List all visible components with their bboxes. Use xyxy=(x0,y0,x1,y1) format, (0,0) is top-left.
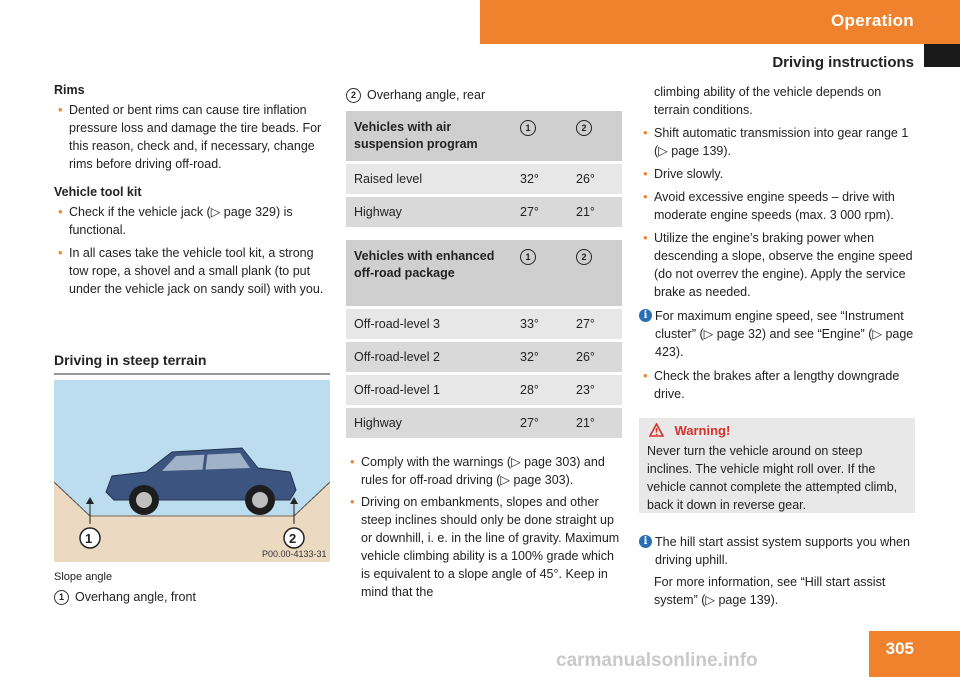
column-2-marker: 2 xyxy=(576,120,592,136)
angle-rear: 27° xyxy=(568,308,622,341)
toolkit-heading: Vehicle tool kit xyxy=(54,185,142,199)
angle-rear: 26° xyxy=(568,163,622,196)
bullet-drive-slowly: • Drive slowly. xyxy=(639,165,915,183)
watermark: carmanualsonline.info xyxy=(556,650,758,671)
illus-label-1: 1 xyxy=(85,531,93,546)
rims-section xyxy=(54,83,330,298)
steep-terrain-bullets xyxy=(346,453,626,601)
legend-item-2 xyxy=(346,86,485,104)
row-label: Highway xyxy=(346,196,512,228)
table-header-label: Vehicles with air suspension program xyxy=(346,111,512,163)
figure-caption: Slope angle xyxy=(54,571,113,583)
slope-angle-illustration xyxy=(54,380,330,562)
column-1-marker: 1 xyxy=(520,120,536,136)
row-label: Off-road-level 1 xyxy=(346,374,512,407)
info-more: For more information, see “Hill start assist system” (▷ page 139). xyxy=(654,575,886,607)
warning-title: Warning! xyxy=(674,423,731,438)
off-road-package-table xyxy=(346,240,622,438)
bullet-check-brakes: • Check the brakes after a lengthy downgrade drive. xyxy=(639,367,915,403)
angle-front: 27° xyxy=(512,407,568,439)
warning-text: Never turn the vehicle around on steep inclines. The vehicle might roll over. If the vehicle cannot complete the attempted climb, back it down in reverse gear. xyxy=(647,444,898,512)
illus-label-2: 2 xyxy=(289,531,297,546)
row-label: Raised level xyxy=(346,163,512,196)
angle-front: 32° xyxy=(512,163,568,196)
info-note-hill-start xyxy=(639,533,915,569)
toolkit-bullet-1: • Check if the vehicle jack (▷ page 329) is functional. xyxy=(54,203,330,239)
table-row xyxy=(346,374,622,407)
column-3-text xyxy=(639,83,915,403)
table-row xyxy=(346,196,622,228)
table-row xyxy=(346,163,622,196)
table-row xyxy=(346,341,622,374)
info-icon: i xyxy=(639,309,652,322)
table-header-label: Vehicles with enhanced off-road package xyxy=(346,240,512,308)
angle-rear: 21° xyxy=(568,407,622,439)
column-1-marker: 1 xyxy=(520,249,536,265)
angle-rear: 21° xyxy=(568,196,622,228)
bullet-engine-speed: • Avoid excessive engine speeds – drive with moderate engine speeds (max. 3 000 rpm). xyxy=(639,188,915,224)
legend-item-1 xyxy=(54,588,196,606)
bullet-gear: • Shift automatic transmission into gear range 1 (▷ page 139). xyxy=(639,124,915,160)
table-header-row xyxy=(346,240,622,308)
warning-triangle-icon xyxy=(649,423,664,437)
air-suspension-table xyxy=(346,111,622,227)
info-note-engine-speed xyxy=(639,307,915,361)
warning-box xyxy=(639,418,915,513)
continued-text: climbing ability of the vehicle depends on terrain conditions. xyxy=(654,85,882,117)
legend-number-1: 1 xyxy=(54,590,69,605)
table-row xyxy=(346,407,622,439)
angle-front: 33° xyxy=(512,308,568,341)
row-label: Off-road-level 3 xyxy=(346,308,512,341)
row-label: Off-road-level 2 xyxy=(346,341,512,374)
hill-start-note xyxy=(639,533,915,609)
legend-text-1: Overhang angle, front xyxy=(75,590,196,604)
section-heading: Driving in steep terrain xyxy=(54,352,330,375)
bullet-warnings: • Comply with the warnings (▷ page 303) and rules for off-road driving (▷ page 303). xyxy=(346,453,626,489)
legend-number-2: 2 xyxy=(346,88,361,103)
rims-bullet: • Dented or bent rims can cause tire inflation pressure loss and damage the tire beads. For this reason, check and, if necessary, change rims before driving off-road. xyxy=(54,101,330,173)
info-text: For maximum engine speed, see “Instrument cluster” (▷ page 32) and see “Engine” (▷ page 423). xyxy=(655,309,914,359)
info-icon: i xyxy=(639,535,652,548)
table-header-row xyxy=(346,111,622,163)
angle-rear: 23° xyxy=(568,374,622,407)
column-2-marker: 2 xyxy=(576,249,592,265)
subsection-title: Driving instructions xyxy=(772,54,914,71)
toolkit-bullet-2: • In all cases take the vehicle tool kit, a strong tow rope, a shovel and a small plank (to put under the vehicle jack on sandy soil) with you. xyxy=(54,244,330,298)
legend-text-2: Overhang angle, rear xyxy=(367,88,486,102)
angle-front: 28° xyxy=(512,374,568,407)
rims-heading: Rims xyxy=(54,83,85,97)
section-tab xyxy=(480,0,960,44)
angle-front: 27° xyxy=(512,196,568,228)
info-text: The hill start assist system supports you when driving uphill. xyxy=(655,535,910,567)
row-label: Highway xyxy=(346,407,512,439)
header-marker xyxy=(924,44,960,67)
page-number-tab xyxy=(869,631,960,677)
angle-rear: 26° xyxy=(568,341,622,374)
table-row xyxy=(346,308,622,341)
angle-front: 32° xyxy=(512,341,568,374)
bullet-embankments: • Driving on embankments, slopes and other steep inclines should only be done straight up or downhill, i. e. in the line of gravity. Maximum vehicle climbing ability is a 100% grade which is equivalent to a slope angle of 45°. Keep in mind that the xyxy=(346,493,626,601)
section-title: Operation xyxy=(831,11,914,30)
bullet-engine-braking: • Utilize the engine’s braking power when descending a slope, observe the engine speed (do not overrev the engine). Apply the service brake as needed. xyxy=(639,229,915,301)
figure-code: P00.00-4133-31 xyxy=(262,549,327,559)
page-number: 305 xyxy=(885,639,914,658)
